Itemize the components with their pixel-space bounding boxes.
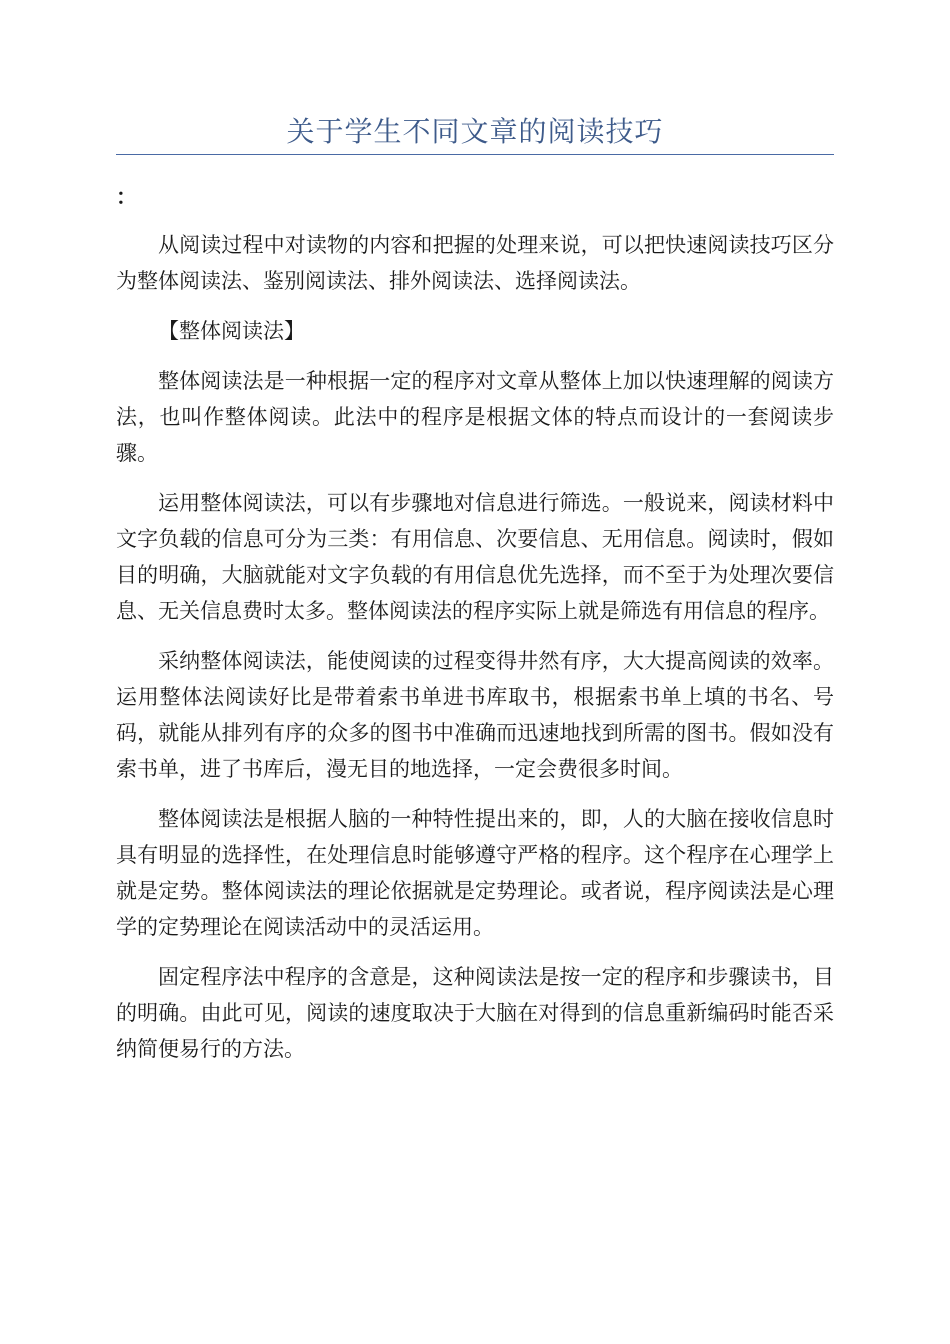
intro-paragraph: 从阅读过程中对读物的内容和把握的处理来说，可以把快速阅读技巧区分为整体阅读法、鉴别阅读法、排外阅读法、选择阅读法。 xyxy=(116,233,834,293)
section-heading: 【整体阅读法】 xyxy=(158,319,305,343)
document-body xyxy=(116,227,834,1081)
body-paragraph: 整体阅读法是根据人脑的一种特性提出来的，即，人的大脑在接收信息时具有明显的选择性，在处理信息时能够遵守严格的程序。这个程序在心理学上就是定势。整体阅读法的理论依据就是定势理论。或者说，程序阅读法是心理学的定势理论在阅读活动中的灵活运用。 xyxy=(116,807,834,939)
body-paragraph: 整体阅读法是一种根据一定的程序对文章从整体上加以快速理解的阅读方法，也叫作整体阅读。此法中的程序是根据文体的特点而设计的一套阅读步骤。 xyxy=(116,369,834,465)
leading-mark: ： xyxy=(116,184,137,209)
body-paragraph: 运用整体阅读法，可以有步骤地对信息进行筛选。一般说来，阅读材料中文字负载的信息可分为三类：有用信息、次要信息、无用信息。阅读时，假如目的明确，大脑就能对文字负载的有用信息优先选择，而不至于为处理次要信息、无关信息费时太多。整体阅读法的程序实际上就是筛选有用信息的程序。 xyxy=(116,491,834,623)
document-title: 关于学生不同文章的阅读技巧 xyxy=(286,115,664,148)
body-paragraph: 采纳整体阅读法，能使阅读的过程变得井然有序，大大提高阅读的效率。运用整体法阅读好比是带着索书单进书库取书，根据索书单上填的书名、号码，就能从排列有序的众多的图书中准确而迅速地找到所需的图书。假如没有索书单，进了书库后，漫无目的地选择，一定会费很多时间。 xyxy=(116,649,834,781)
title-underline xyxy=(116,154,834,155)
body-paragraph: 固定程序法中程序的含意是，这种阅读法是按一定的程序和步骤读书，目的明确。由此可见，阅读的速度取决于大脑在对得到的信息重新编码时能否采纳简便易行的方法。 xyxy=(116,965,834,1061)
